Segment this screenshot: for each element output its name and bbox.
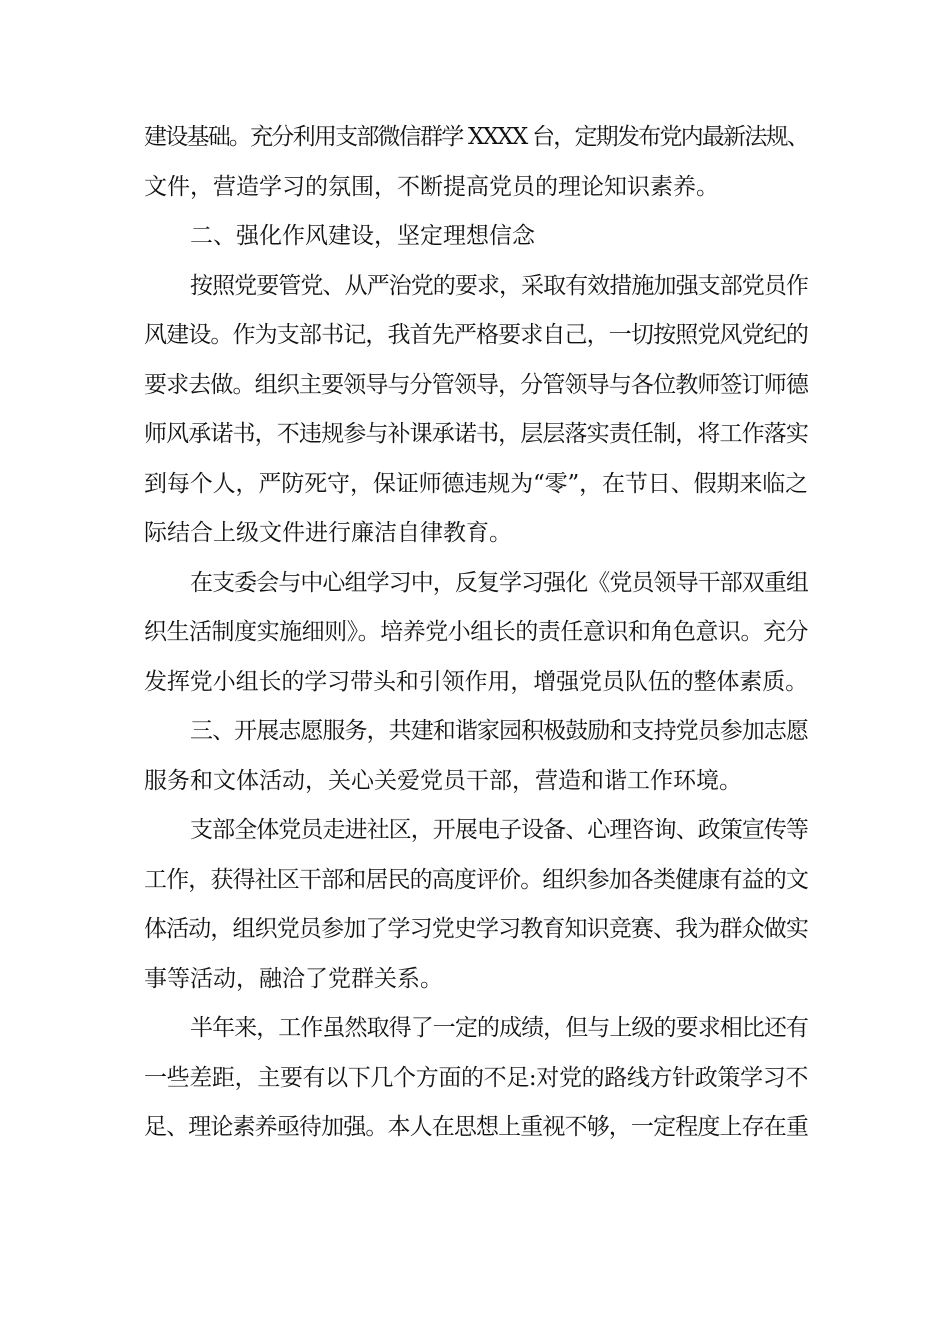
paragraph-first-line: 二、强化作风建设，坚定理想信念 — [190, 223, 535, 249]
paragraph-first-line: 支部全体党员走进社区，开展电子设备、心理咨询、政策宣传等 — [190, 817, 808, 843]
text-line: 工作，获得社区干部和居民的高度评价。组织参加各类健康有益的文 — [144, 866, 808, 893]
text-line: 服务和文体活动，关心关爱党员干部，营造和谐工作环境。 — [144, 767, 742, 794]
document-body — [144, 113, 808, 1153]
text-line: 事等活动，融洽了党群关系。 — [144, 965, 443, 992]
paragraph-first-line: 三、开展志愿服务，共建和谐家园积极鼓励和支持党员参加志愿 — [190, 718, 808, 744]
text-line: 际结合上级文件进行廉洁自律教育。 — [144, 520, 512, 546]
paragraph-first-line: 半年来，工作虽然取得了一定的成绩，但与上级的要求相比还有 — [190, 1015, 808, 1041]
text-line: 一些差距，主要有以下几个方面的不足:对党的路线方针政策学习不 — [144, 1064, 808, 1091]
text-line: 到每个人，严防死守，保证师德违规为“零”，在节日、假期来临之 — [144, 470, 808, 497]
text-line: 织生活制度实施细则》。培养党小组长的责任意识和角色意识。充分 — [144, 619, 808, 645]
text-line: 体活动，组织党员参加了学习党史学习教育知识竞赛、我为群众做实 — [144, 916, 808, 942]
text-line: 建设基础。充分利用支部微信群学 XXXX 台，定期发布党内最新法规、 — [144, 124, 808, 150]
paragraph-first-line: 在支委会与中心组学习中，反复学习强化《党员领导干部双重组 — [190, 569, 808, 596]
paragraph-first-line: 按照党要管党、从严治党的要求，采取有效措施加强支部党员作 — [190, 272, 808, 299]
text-line: 文件，营造学习的氛围，不断提高党员的理论知识素养。 — [144, 173, 719, 200]
text-line: 足、理论素养亟待加强。本人在思想上重视不够，一定程度上存在重 — [144, 1114, 808, 1140]
text-line: 要求去做。组织主要领导与分管领导，分管领导与各位教师签订师德 — [144, 371, 808, 398]
text-line: 发挥党小组长的学习带头和引领作用，增强党员队伍的整体素质。 — [144, 668, 808, 695]
text-line: 风建设。作为支部书记，我首先严格要求自己，一切按照党风党纪的 — [144, 322, 808, 348]
text-line: 师风承诺书，不违规参与补课承诺书，层层落实责任制，将工作落实 — [144, 421, 808, 447]
